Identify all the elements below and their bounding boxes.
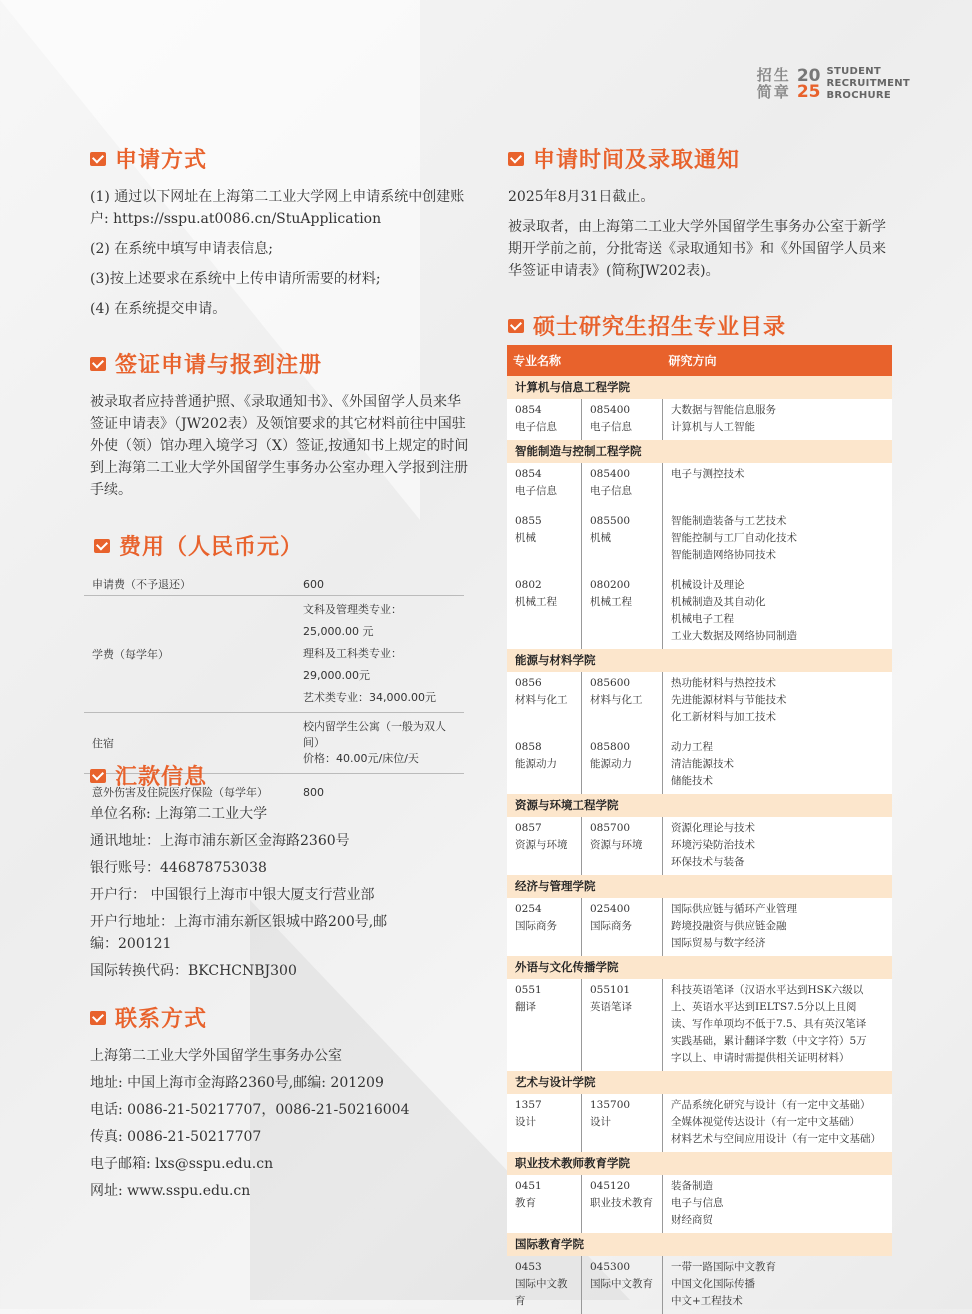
discipline-name: 教育	[515, 1197, 536, 1209]
contact-address: 地址: 中国上海市金海路2360号,邮编: 201209	[90, 1075, 384, 1091]
program-row	[507, 574, 892, 649]
brand-year-top: 20	[796, 66, 821, 86]
remit-line: 开户行地址：上海市浦东新区银城中路200号,邮编：200121	[90, 914, 388, 952]
discipline-code: 0551	[515, 984, 542, 996]
program-row	[507, 1256, 892, 1314]
direction-cell	[663, 574, 893, 649]
fee-label: 意外伤害及住院医疗保险（每学年）	[92, 786, 268, 799]
fee-label: 住宿	[84, 713, 295, 774]
research-direction: 机械制造及其自动化	[671, 596, 766, 608]
research-direction: 机械设计及理论	[671, 579, 745, 591]
discipline-name: 国际中文教育	[515, 1278, 568, 1307]
research-direction: 科技英语笔译（汉语水平达到HSK六级以	[671, 984, 864, 996]
research-direction: 全媒体视觉传达设计（有一定中文基础）	[671, 1116, 860, 1128]
research-direction: 实践基础，累计翻译字数（中文字符）5万	[671, 1035, 867, 1047]
discipline-code: 0453	[515, 1261, 542, 1273]
major-code: 045300	[590, 1261, 631, 1273]
discipline-name: 国际商务	[515, 920, 557, 932]
discipline-cell	[507, 510, 582, 574]
school-name: 职业技术教师教育学院	[507, 1152, 892, 1175]
direction-cell	[663, 817, 893, 875]
deadline-notice: 被录取者，由上海第二工业大学外国留学生事务办公室于新学期开学前之前，分批寄送《录取通知书》和《外国留学人员来华签证申请表》(简称JW202表)。	[508, 219, 886, 279]
discipline-name: 资源与环境	[515, 839, 568, 851]
fee-row	[84, 596, 464, 713]
research-direction: 计算机与人工智能	[671, 421, 755, 433]
school-row	[507, 875, 892, 898]
brand-en-line: STUDENT	[826, 66, 882, 77]
research-direction: 中国文化国际传播	[671, 1278, 755, 1290]
school-row	[507, 956, 892, 979]
section-title: 签证申请与报到注册	[115, 353, 323, 378]
brand-chinese	[757, 67, 791, 101]
discipline-code: 0451	[515, 1180, 542, 1192]
contact-email[interactable]: 电子邮箱: lxs@sspu.edu.cn	[90, 1156, 274, 1172]
fee-value: 600	[295, 573, 464, 596]
research-direction: 中文+工程技术	[671, 1295, 743, 1307]
research-direction: 智能制造网络协同技术	[671, 549, 776, 561]
school-row	[507, 649, 892, 672]
header-major: 专业名称	[507, 345, 663, 376]
discipline-cell	[507, 817, 582, 875]
discipline-code: 0802	[515, 579, 542, 591]
brand-year-bottom: 25	[796, 82, 821, 102]
discipline-name: 电子信息	[515, 421, 557, 433]
major-cell	[582, 672, 663, 736]
major-name: 机械	[590, 532, 611, 544]
discipline-code: 0854	[515, 404, 542, 416]
discipline-cell	[507, 463, 582, 510]
major-code: 085700	[590, 822, 631, 834]
research-direction: 国际贸易与数字经济	[671, 937, 766, 949]
major-code: 085800	[590, 741, 631, 753]
major-name: 能源动力	[590, 758, 632, 770]
remit-line: 银行账号：446878753038	[90, 860, 267, 876]
visa-text: 被录取者应持普通护照、《录取通知书》、《外国留学人员来华签证申请表》（JW202表）及领馆要求的其它材料前往中国驻外使（领）馆办理入境学习（X）签证,按通知书上规定的时间到上海第二工业大学外国留学生事务办公室办理入学报到注册手续。	[90, 394, 469, 498]
major-name: 材料与化工	[590, 694, 643, 706]
research-direction: 财经商贸	[671, 1214, 713, 1226]
apply-section	[90, 143, 470, 328]
mail-icon	[508, 319, 524, 333]
research-direction: 环境污染防治技术	[671, 839, 755, 851]
school-row	[507, 440, 892, 463]
apply-step: (2) 在系统中填写申请表信息;	[90, 241, 273, 257]
major-name: 电子信息	[590, 421, 632, 433]
contact-phone: 电话: 0086-21-50217707，0086-21-50216004	[90, 1102, 410, 1118]
discipline-code: 0254	[515, 903, 542, 915]
direction-cell	[663, 1094, 893, 1152]
brochure-brand	[757, 66, 910, 102]
discipline-cell	[507, 736, 582, 794]
program-row	[507, 1094, 892, 1152]
direction-cell	[663, 672, 893, 736]
discipline-cell	[507, 1256, 582, 1314]
fee-label: 申请费（不予退还）	[84, 573, 295, 596]
major-code: 055101	[590, 984, 631, 996]
research-direction: 智能控制与工厂自动化技术	[671, 532, 797, 544]
research-direction: 先进能源材料与节能技术	[671, 694, 787, 706]
major-cell	[582, 1256, 663, 1314]
brand-en-line: BROCHURE	[826, 90, 892, 101]
major-code: 085500	[590, 515, 631, 527]
fee-row	[84, 573, 464, 596]
contact-fax: 传真: 0086-21-50217707	[90, 1129, 262, 1145]
housing-line: 价格：40.00元/床位/天	[303, 752, 419, 765]
direction-cell	[663, 1175, 893, 1233]
major-name: 职业技术教育	[590, 1197, 653, 1209]
discipline-code: 0854	[515, 468, 542, 480]
direction-cell	[663, 1256, 893, 1314]
section-title: 申请时间及录取通知	[533, 148, 741, 173]
program-row	[507, 736, 892, 794]
research-direction: 机械电子工程	[671, 613, 734, 625]
major-cell	[582, 1094, 663, 1152]
brand-english	[826, 66, 910, 102]
major-code: 085400	[590, 468, 631, 480]
program-table	[507, 345, 892, 1314]
major-cell	[582, 463, 663, 510]
discipline-name: 机械	[515, 532, 536, 544]
major-name: 国际中文教育	[590, 1278, 653, 1290]
section-title: 硕士研究生招生专业目录	[533, 315, 787, 340]
program-row	[507, 979, 892, 1071]
major-name: 英语笔译	[590, 1001, 632, 1013]
major-cell	[582, 898, 663, 956]
research-direction: 环保技术与装备	[671, 856, 745, 868]
research-direction: 读、写作单项均不低于7.5、具有英汉笔译	[671, 1018, 867, 1030]
brand-cn-line: 简章	[756, 83, 791, 101]
discipline-name: 能源动力	[515, 758, 557, 770]
mail-icon	[90, 769, 106, 783]
remit-section	[90, 760, 470, 987]
direction-cell	[663, 399, 893, 440]
research-direction: 国际供应链与循环产业管理	[671, 903, 797, 915]
discipline-cell	[507, 672, 582, 736]
visa-section	[90, 348, 470, 509]
school-name: 国际教育学院	[507, 1233, 892, 1256]
research-direction: 装备制造	[671, 1180, 713, 1192]
mail-icon	[90, 152, 106, 166]
section-title: 联系方式	[115, 1007, 208, 1032]
program-catalog	[507, 345, 892, 1307]
mail-icon	[90, 1011, 106, 1025]
major-code: 085600	[590, 677, 631, 689]
deadline-date: 2025年8月31日截止。	[508, 189, 655, 205]
brand-en-line: RECRUITMENT	[826, 78, 910, 89]
major-cell	[582, 979, 663, 1071]
program-row	[507, 672, 892, 736]
major-name: 资源与环境	[590, 839, 643, 851]
mail-icon	[508, 152, 524, 166]
direction-cell	[663, 463, 893, 510]
research-direction: 清洁能源技术	[671, 758, 734, 770]
apply-step: (4) 在系统提交申请。	[90, 301, 227, 317]
program-body	[507, 376, 892, 1314]
major-cell	[582, 1175, 663, 1233]
school-row	[507, 794, 892, 817]
school-name: 外语与文化传播学院	[507, 956, 892, 979]
apply-step: (3)按上述要求在系统中上传申请所需要的材料;	[90, 271, 381, 287]
discipline-name: 电子信息	[515, 485, 557, 497]
discipline-name: 翻译	[515, 1001, 536, 1013]
program-header-row	[507, 345, 892, 376]
research-direction: 一带一路国际中文教育	[671, 1261, 776, 1273]
remit-line: 开户行： 中国银行上海市中银大厦支行营业部	[90, 887, 375, 903]
major-cell	[582, 510, 663, 574]
major-code: 080200	[590, 579, 631, 591]
school-name: 能源与材料学院	[507, 649, 892, 672]
program-row	[507, 399, 892, 440]
school-name: 智能制造与控制工程学院	[507, 440, 892, 463]
discipline-code: 0856	[515, 677, 542, 689]
brand-year	[797, 68, 821, 100]
major-cell	[582, 399, 663, 440]
direction-cell	[663, 898, 893, 956]
research-direction: 资源化理论与技术	[671, 822, 755, 834]
discipline-cell	[507, 574, 582, 649]
program-row	[507, 1175, 892, 1233]
header-direction: 研究方向	[663, 345, 893, 376]
school-row	[507, 1152, 892, 1175]
section-title: 汇款信息	[115, 765, 208, 790]
research-direction: 跨境投融资与供应链金融	[671, 920, 787, 932]
program-row	[507, 463, 892, 510]
deadline-section	[508, 143, 893, 290]
section-title: 费用（人民币元）	[119, 535, 304, 560]
research-direction: 产品系统化研究与设计（有一定中文基础）	[671, 1099, 871, 1111]
direction-cell	[663, 979, 893, 1071]
discipline-cell	[507, 979, 582, 1071]
discipline-name: 材料与化工	[515, 694, 568, 706]
school-name: 资源与环境工程学院	[507, 794, 892, 817]
research-direction: 上、英语水平达到IELTS7.5分以上且阅	[671, 1001, 857, 1013]
discipline-code: 0858	[515, 741, 542, 753]
discipline-name: 机械工程	[515, 596, 557, 608]
research-direction	[671, 483, 888, 500]
discipline-code: 0855	[515, 515, 542, 527]
major-name: 机械工程	[590, 596, 632, 608]
major-code: 045120	[590, 1180, 631, 1192]
mail-icon	[90, 357, 106, 371]
program-row	[507, 898, 892, 956]
tuition-item: 艺术类专业：34,000.00元	[303, 691, 436, 704]
mail-icon	[94, 539, 110, 553]
research-direction: 电子与信息	[671, 1197, 724, 1209]
school-name: 艺术与设计学院	[507, 1071, 892, 1094]
discipline-name: 设计	[515, 1116, 536, 1128]
research-direction: 储能技术	[671, 775, 713, 787]
direction-cell	[663, 736, 893, 794]
major-code: 025400	[590, 903, 631, 915]
research-direction: 电子与测控技术	[671, 468, 745, 480]
major-name: 国际商务	[590, 920, 632, 932]
research-direction: 动力工程	[671, 741, 713, 753]
program-row	[507, 510, 892, 574]
discipline-code: 0857	[515, 822, 542, 834]
research-direction: 工业大数据及网络协同制造	[671, 630, 797, 642]
school-row	[507, 1071, 892, 1094]
research-direction: 字以上、申请时需提供相关证明材料）	[671, 1052, 850, 1064]
contact-line: 上海第二工业大学外国留学生事务办公室	[90, 1048, 342, 1064]
housing-line: 校内留学生公寓（一般为双人间）	[303, 720, 446, 749]
research-direction: 化工新材料与加工技术	[671, 711, 776, 723]
fee-value: 800	[303, 785, 324, 799]
major-code: 135700	[590, 1099, 631, 1111]
major-name: 设计	[590, 1116, 611, 1128]
program-row	[507, 817, 892, 875]
contact-section	[90, 1002, 470, 1207]
tuition-item: 理科及工科类专业：29,000.00元	[303, 647, 402, 682]
tuition-item: 文科及管理类专业：25,000.00 元	[303, 603, 402, 638]
discipline-cell	[507, 898, 582, 956]
school-row	[507, 376, 892, 399]
remit-line: 单位名称: 上海第二工业大学	[90, 806, 268, 822]
brand-cn-line: 招生	[756, 66, 791, 84]
research-direction: 大数据与智能信息服务	[671, 404, 776, 416]
section-title: 申请方式	[115, 148, 208, 173]
research-direction: 热功能材料与热控技术	[671, 677, 776, 689]
remit-line: 通讯地址：上海市浦东新区金海路2360号	[90, 833, 350, 849]
discipline-cell	[507, 1094, 582, 1152]
research-direction: 智能制造装备与工艺技术	[671, 515, 787, 527]
fee-value	[295, 596, 464, 713]
discipline-cell	[507, 1175, 582, 1233]
major-cell	[582, 817, 663, 875]
school-row	[507, 1233, 892, 1256]
school-name: 计算机与信息工程学院	[507, 376, 892, 399]
direction-cell	[663, 510, 893, 574]
discipline-cell	[507, 399, 582, 440]
major-code: 085400	[590, 404, 631, 416]
contact-website[interactable]: 网址: www.sspu.edu.cn	[90, 1183, 251, 1199]
discipline-code: 1357	[515, 1099, 542, 1111]
fee-label: 学费（每学年）	[84, 596, 295, 713]
remit-line: 国际转换代码：BKCHCNBJ300	[90, 963, 297, 979]
major-cell	[582, 736, 663, 794]
research-direction: 材料艺术与空间应用设计（有一定中文基础）	[671, 1133, 881, 1145]
major-cell	[582, 574, 663, 649]
major-name: 电子信息	[590, 485, 632, 497]
apply-step: (1) 通过以下网址在上海第二工业大学网上申请系统中创建账户: https://sspu.at0086.cn/StuApplication	[90, 189, 465, 227]
school-name: 经济与管理学院	[507, 875, 892, 898]
